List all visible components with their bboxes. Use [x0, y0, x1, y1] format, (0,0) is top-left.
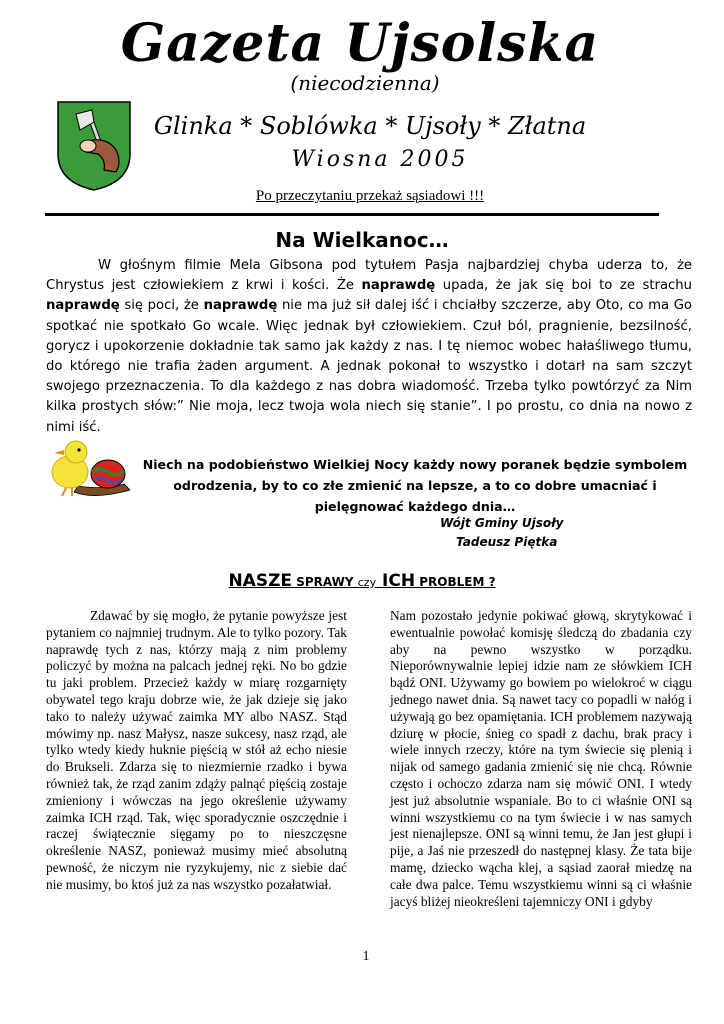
article-column-right [390, 608, 692, 910]
text-run: nie ma już sił dalej iść i chciałby szczerze, aby Oto, co ma Go spotkać nie spotkało Go wcale. Więc jednak był człowiekiem. Czuł ból, pragnienie, bezsilność, gorycz i upokorzenie dokładnie tak samo jak każdy z nas. I tę niemoc wobec hałaśliwego tłumu, do którego nie trafia żaden argument. A jednak pokonał to wszystko i dotarł na sam szczyt swojego przeznaczenia. To dla każdego z nas dobra wiadomość. Trzeba tylko powtórzyć za Nim kilka prostych słów:” Nie moja, lecz twoja wola niech się stanie”. I po prostu, co dnia na nowo z nimi iść. [46, 298, 692, 435]
page-number: 1 [362, 949, 370, 964]
article-body-easter [46, 256, 692, 438]
edition-label: Wiosna 2005 [291, 147, 469, 172]
text-run: W głośnym filmie Mela Gibsona pod tytułem Pasja najbardziej chyba uderza to, że Chrystus jest człowiekiem z krwi i kości. Że [46, 258, 692, 294]
coat-of-arms-icon [56, 100, 132, 192]
title-part-czy: czy [357, 576, 377, 589]
emphasis-word: naprawdę [361, 278, 436, 294]
article-title-easter: Na Wielkanoc… [275, 228, 449, 252]
easter-chick-icon [44, 438, 136, 500]
article-paragraph [46, 256, 692, 438]
signature-name: Tadeusz Piętka [456, 535, 558, 549]
text-run: upada, że jak się boi to ze strachu [435, 278, 692, 294]
column-text-left: Zdawać by się mogło, że pytanie powyższe jest pytaniem co najmniej trudnym. Ale to tylko pozory. Tak naprawdę tych z nas, którzy mają z nim problemy policzyć by można na palcach jednej ręki. No bo gdzie tu jaki problem. Przecież każdy w miarę rozgarnięty obywatel tego kraju dobrze wie, że jak dzieje się jako tako to należy używać zaimka MY albo NASZ. Stąd mówimy np. nasz Małysz, nasze sukcesy, nasz rząd, ale tylko wtedy kiedy huknie pięścią w stół aż echo niesie do Brukseli. Zdarza się to niezmiernie rzadko i bywa również tak, że rząd zanim zdąży palnąć pięścią zostaje zmieniony i wówczas na jego określenie używamy zaimka ICH rząd. Tak, więc sporadycznie oszczędnie i raczej świątecznie sięgamy po to nieszczęsne określenie NASZ, ponieważ musimy mieć absolutną pewność, że niczym nie ryzykujemy, nic z siebie dać nie musimy, bo ktoś już za nas wszystko pozałatwiał. [46, 608, 347, 892]
title-part-nasze: NASZE [228, 571, 293, 591]
header-divider [45, 213, 659, 216]
signature-role: Wójt Gminy Ujsoły [440, 516, 564, 530]
emphasis-word: naprawdę [203, 298, 278, 314]
newspaper-title: Gazeta Ujsolska [120, 13, 600, 74]
pass-on-note: Po przeczytaniu przekaż sąsiadowi !!! [255, 188, 485, 204]
title-part-problem: PROBLEM ? [415, 575, 496, 589]
title-part-sprawy: SPRAWY [292, 575, 358, 589]
article-title-problem [100, 570, 624, 594]
emphasis-word: naprawdę [46, 298, 120, 314]
text-run: się poci, że [119, 298, 204, 314]
newspaper-subtitle: (niecodzienna) [290, 71, 440, 95]
title-part-ich: ICH [376, 571, 416, 591]
easter-wishes: Niech na podobieństwo Wielkiej Nocy każdy nowy poranek będzie symbolem odrodzenia, by to co złe zmienić na lepsze, a to co dobre umacniać i pielęgnować każdego dnia… [142, 457, 688, 514]
article-column-left [46, 608, 347, 894]
column-text-right: Nam pozostało jedynie pokiwać głową, skrytykować i ewentualnie powołać komisję śledczą do zbadania czy aby na pewno wszystko w porządku. Nieporównywalnie lepiej idzie nam ze słówkiem ICH bądź ONI. Używamy go bowiem po wielokroć w ciągu jednego nawet dnia. Są nawet tacy co popadli w nałóg i używają go bez opamiętania. ICH problemem nazywają dziurę w płocie, śnieg co spadł z dachu, brak pracy i wiele innych rzeczy, które na tym świecie się plenią i nijak od samego gadania zmienić się nie chcą. Równie często i ochoczo zdarza nam się mówić ONI. I wtedy jest już absolutnie wspaniale. Bo to ci właśnie ONI są winni wszystkiemu co na tym świecie i w nas samych jest nienajlepsze. ONI są winni temu, że Jan jest głupi i pije, a Jaś nie przeszedł do następnej klasy. Że tata bije mamę, dziecko wącha klej, a sąsiad zaorał miedzę na całe dwa palce. Temu wszystkiemu winni są ci właśnie jacyś bliżej nieokreśleni tajemniczy ONI i gdyby [390, 608, 692, 909]
villages-line: Glinka * Soblówka * Ujsoły * Złatna [153, 112, 587, 140]
